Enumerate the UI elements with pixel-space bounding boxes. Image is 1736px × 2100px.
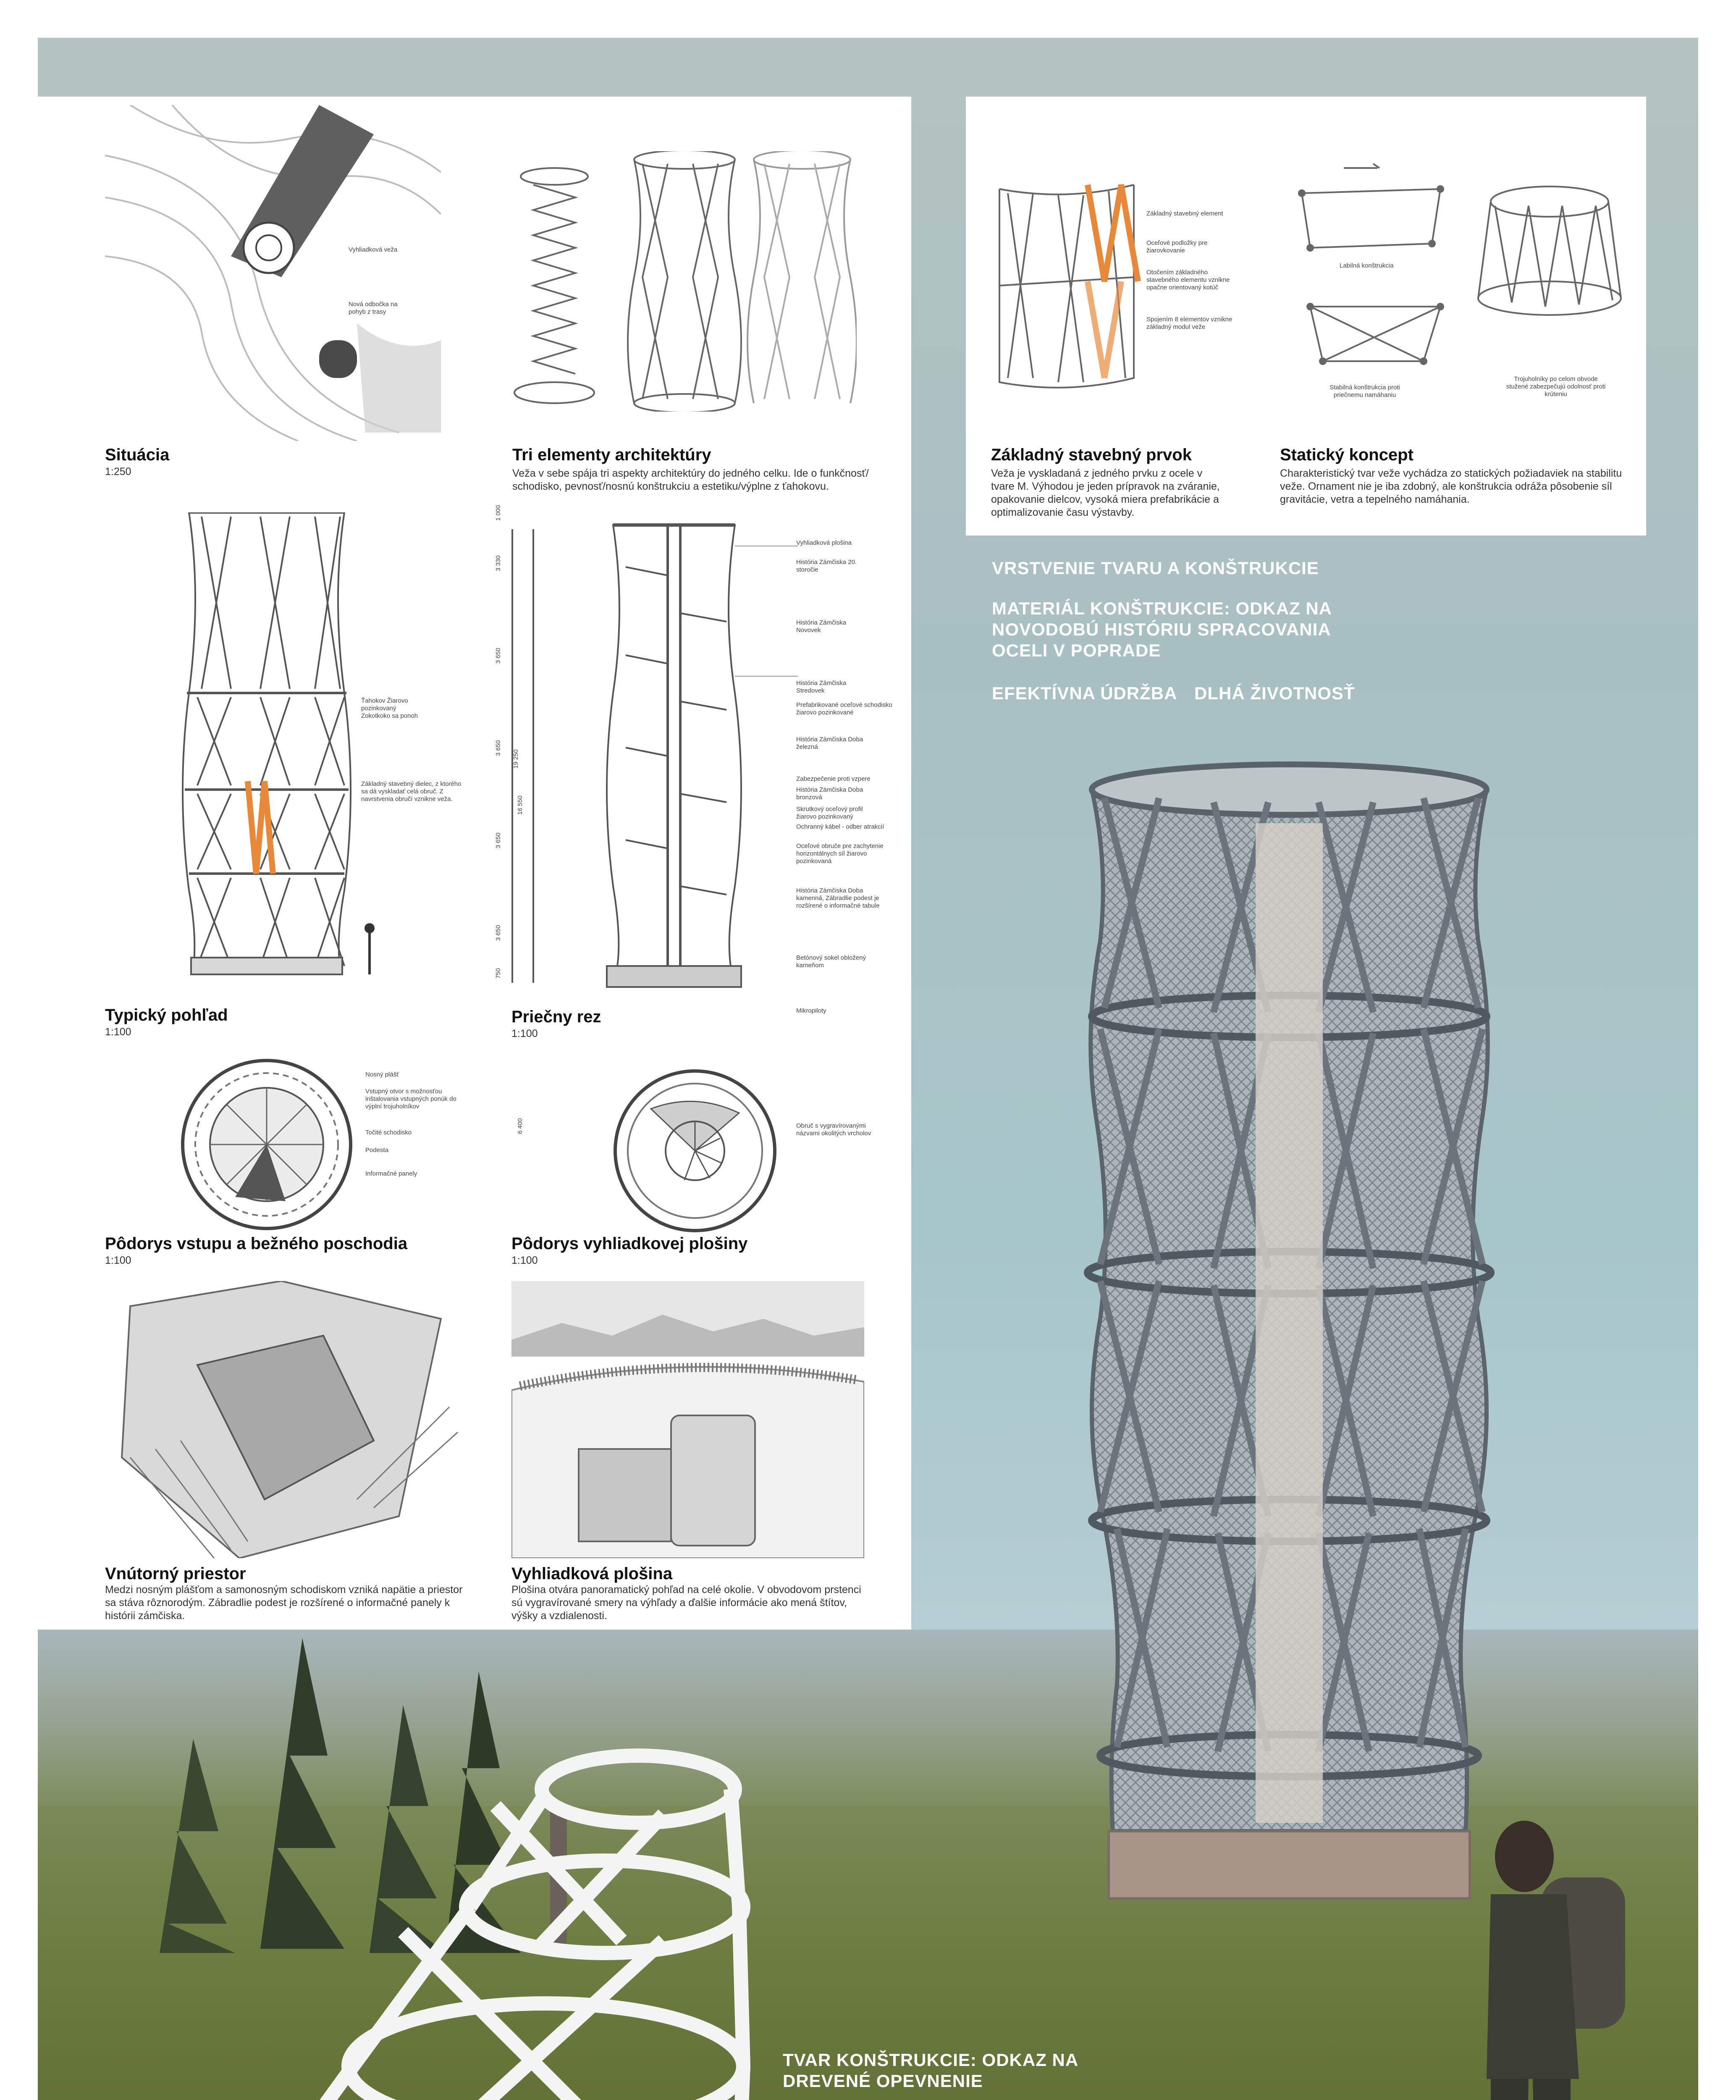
typical-view-scale: 1:100 <box>105 1026 131 1038</box>
cross-section-dim-4: 3 650 <box>495 740 502 756</box>
cross-section-title: Priečny rez <box>511 1008 601 1026</box>
entry-plan-note-2: Vstupný otvor s možnosťou inštalovania vstupných ponúk do výplní trojuholníkov <box>365 1088 456 1110</box>
lookout-plan-drawing <box>605 1067 785 1243</box>
entry-plan-note-1: Nosný plášť <box>365 1071 399 1078</box>
static-concept-drawing <box>1285 160 1638 386</box>
basic-element-drawing <box>983 176 1159 403</box>
entry-plan-note-4: Podesta <box>365 1147 389 1154</box>
basic-element-title: Základný stavebný prvok <box>991 446 1192 464</box>
cross-section-dim-3: 3 650 <box>495 648 502 664</box>
cross-section-note-1: Vyhliadková plošina <box>796 539 852 546</box>
static-concept-note-2: Stabilná konštrukcia proti priečnemu namáhaniu <box>1330 384 1400 399</box>
static-concept-note-1: Labilná konštrukcia <box>1340 262 1394 269</box>
cross-section-dim-6: 3 650 <box>495 925 502 941</box>
hiker-figure <box>1445 1810 1655 2100</box>
lookout-platform-title: Vyhliadková plošina <box>511 1564 673 1583</box>
skeleton-tower-rendering <box>202 1722 915 2100</box>
entry-plan-note-5: Informačné panely <box>365 1170 417 1177</box>
static-concept-note-3: Trojuholníky po celom obvode stužené zabezpečujú odolnosť proti krúteniu <box>1506 375 1606 398</box>
callout-shape: TVAR KONŠTRUKCIE: ODKAZ NA DREVENÉ OPEVNENIE <box>783 2050 1078 2091</box>
cross-section-dim-1: 1 000 <box>495 505 502 521</box>
lookout-platform-description: Plošina otvára panoramatický pohľad na celé okolie. V obvodovom prstenci sú vygravírované smery na výhľady a ďalšie informácie ako mená štítov, výšky a vzdialenosti. <box>511 1584 861 1622</box>
entry-plan-drawing <box>176 1054 357 1235</box>
lookout-plan-dim: 6 400 <box>517 1118 524 1134</box>
callout-lifetime: DLHÁ ŽIVOTNOSŤ <box>1194 683 1355 703</box>
static-concept-title: Statický koncept <box>1280 446 1413 464</box>
three-elements-description: Veža v sebe spája tri aspekty architektúry do jedného celku. Ide o funkčnosť/ schodisko, pevnosť/nosnú konštrukciu a estetiku/výplne z ťahokovu. <box>512 467 869 492</box>
callout-maintenance: EFEKTÍVNA ÚDRŽBA <box>992 683 1177 703</box>
cross-section-note-4: História Zámčiska Stredovek <box>796 680 847 694</box>
entry-plan-note-3: Točité schodisko <box>365 1129 412 1136</box>
static-concept-description: Charakteristický tvar veže vychádza zo statických požiadaviek na stabilitu veže. Ornament nie je iba zdobný, ale konštrukcia odráža pôsobenie síl gravitácie, vetra a tepelného namáhania. <box>1280 467 1622 505</box>
lookout-plan-title: Pôdorys vyhliadkovej plošiny <box>511 1234 748 1253</box>
typical-view-title: Typický pohľad <box>105 1006 228 1024</box>
situation-note-2: Nová odbočka na pohyb z trasy <box>349 301 398 315</box>
lookout-plan-scale: 1:100 <box>511 1255 538 1266</box>
situation-title: Situácia <box>105 446 170 464</box>
cross-section-dim-7: 750 <box>495 968 502 979</box>
cross-section-note-2: História Zámčiska 20. storočie <box>796 559 857 573</box>
cross-section-scale: 1:100 <box>511 1028 538 1040</box>
cross-section-note-14: Mikropiloty <box>796 1007 826 1014</box>
typical-view-note-1: Ťahokov Žiarovo pozinkovaný Zokotkoko sa ponoh <box>361 697 418 719</box>
callout-layering: VRSTVENIE TVARU A KONŠTRUKCIE <box>992 558 1319 578</box>
cross-section-note-5: Prefabrikované oceľové schodisko žiarovo pozinkované <box>796 701 892 716</box>
basic-element-note-3: Otočením základného stavebného elementu vznikne opačne orientovaný kotúč <box>1146 269 1230 291</box>
lookout-platform-render <box>511 1281 864 1558</box>
situation-map <box>105 105 441 441</box>
cross-section-note-8: História Zámčiska Doba bronzová <box>796 786 863 801</box>
situation-scale: 1:250 <box>105 466 131 478</box>
basic-element-note-1: Základný stavebný element <box>1146 210 1223 217</box>
cross-section-note-7: Zabezpečenie proti vzpere <box>796 775 871 782</box>
cross-section-note-11: Oceľové obruče pre zachytenie horizontálnych síl žiarovo pozinkovaná <box>796 843 884 865</box>
cross-section-total-height: 19 250 <box>512 749 519 769</box>
cross-section-note-9: Skrutkový oceľový profil žiarovo pozinkovaný <box>796 806 863 820</box>
three-elements-title: Tri elementy architektúry <box>512 446 711 464</box>
cross-section-note-3: História Zámčiska Novovek <box>796 619 847 634</box>
basic-element-description: Veža je vyskladaná z jedného prvku z ocele v tvare M. Výhodou je jeden prípravok na zváranie, opakovanie dielcov, vysoká miera prefabrikácie a optimalizovanie času výstavby. <box>991 467 1220 518</box>
three-elements-drawing <box>508 151 857 412</box>
lookout-plan-note-1: Obruč s vygravírovanými názvami okolitých vrcholov <box>796 1122 871 1137</box>
entry-plan-scale: 1:100 <box>105 1255 131 1266</box>
cross-section-drawing <box>508 512 886 991</box>
cross-section-note-13: Betónový sokel obložený kameňom <box>796 954 866 969</box>
basic-element-note-2: Oceľové podložky pre žiarovkovanie <box>1146 239 1208 254</box>
cross-section-note-6: História Zámčiska Doba železná <box>796 736 863 751</box>
cross-section-dim-2: 3 330 <box>495 555 502 571</box>
entry-plan-title: Pôdorys vstupu a bežného poschodia <box>105 1234 408 1253</box>
typical-view-drawing <box>105 512 407 979</box>
callout-material: MATERIÁL KONŠTRUKCIE: ODKAZ NA NOVODOBÚ HISTÓRIU SPRACOVANIA OCELI V POPRADE <box>992 598 1332 660</box>
interior-description: Medzi nosným plášťom a samonosným schodiskom vzniká napätie a priestor sa stáva rôznorodým. Zábradlie podest je rozšírené o informačné panely k histórii zámčiska. <box>105 1584 463 1622</box>
cross-section-dim-8: 16 550 <box>517 795 524 815</box>
cross-section-note-12: História Zámčiska Doba kamenná, Zábradlie podest je rozšírené o informačné tabule <box>796 887 880 909</box>
interior-render <box>105 1281 466 1558</box>
cross-section-note-10: Ochranný kábel - odber atrakcií <box>796 823 884 830</box>
situation-note-1: Vyhliadková veža <box>349 246 398 253</box>
interior-title: Vnútorný priestor <box>105 1564 246 1583</box>
typical-view-note-2: Základný stavebný dielec, z ktorého sa dá vyskladať celá obruč. Z navrstvenia obručí vznikne veža. <box>361 780 462 803</box>
cross-section-dim-5: 3 650 <box>495 832 502 848</box>
basic-element-note-4: Spojením 8 elementov vznikne základný modul veže <box>1146 316 1233 331</box>
